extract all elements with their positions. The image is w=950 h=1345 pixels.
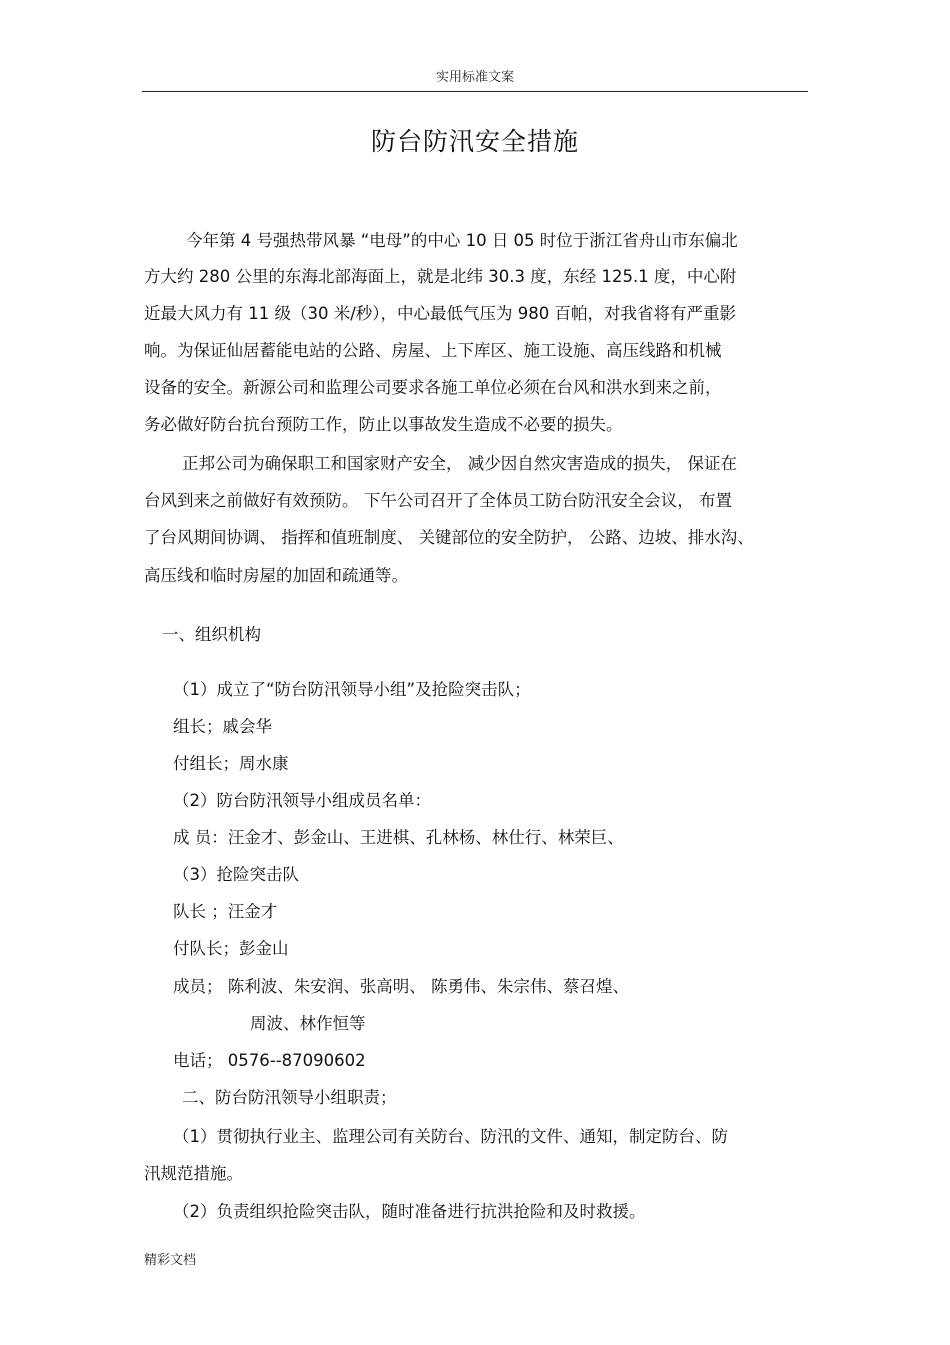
page-footer: 精彩文档 (144, 1253, 197, 1268)
page-header: 实用标准文案 (435, 70, 514, 85)
body-line: 高压线和临时房屋的加固和疏通等。 (144, 566, 408, 585)
section-heading: 二、防台防汛领导小组职责； (182, 1088, 397, 1107)
list-item: （2）负责组织抢险突击队，随时准备进行抗洪抢险和及时救援。 (173, 1202, 646, 1221)
body-line: 方大约 280 公里的东海北部海面上，就是北纬 30.3 度，东经 125.1 度，中心附 (144, 267, 737, 286)
body-line: 响。为保证仙居蓄能电站的公路、房屋、上下库区、施工设施、高压线路和机械 (144, 341, 722, 360)
body-line: 台风到来之前做好有效预防。 下午公司召开了全体员工防台防汛安全会议， 布置 (144, 491, 732, 510)
header-rule (142, 91, 808, 92)
list-item: 付队长；彭金山 (173, 939, 289, 958)
body-line: 正邦公司为确保职工和国家财产安全， 减少因自然灾害造成的损失， 保证在 (182, 454, 737, 473)
body-line: 了台风期间协调、 指挥和值班制度、 关键部位的安全防护， 公路、边坡、排水沟、 (144, 528, 754, 547)
list-item: 成 员：汪金才、彭金山、王进棋、孔林杨、林仕行、林荣巨、 (173, 828, 624, 847)
body-line: 今年第 4 号强热带风暴 “电母”的中心 10 日 05 时位于浙江省舟山市东偏北 (186, 231, 738, 250)
section-heading: 一、组织机构 (162, 625, 261, 644)
list-item: （3）抢险突击队 (173, 865, 299, 884)
list-item: 队长 ；汪金才 (173, 902, 278, 921)
body-line: 近最大风力有 11 级（30 米/秒），中心最低气压为 980 百帕，对我省将有严重影 (144, 304, 737, 323)
list-item: （1）成立了“防台防汛领导小组”及抢险突击队； (173, 680, 531, 699)
list-item: 电话； 0576--87090602 (173, 1051, 366, 1070)
list-item: 成员； 陈利波、朱安润、张高明、 陈勇伟、朱宗伟、蔡召煌、 (173, 977, 629, 996)
body-line: 务必做好防台抗台预防工作，防止以事故发生造成不必要的损失。 (144, 415, 623, 434)
list-item: 组长；戚会华 (173, 717, 272, 736)
list-item: （2）防台防汛领导小组成员名单： (173, 791, 431, 810)
list-item: 周波、林作恒等 (250, 1014, 366, 1033)
body-line: 设备的安全。新源公司和监理公司要求各施工单位必须在台风和洪水到来之前， (144, 378, 722, 397)
document-title: 防台防汛安全措施 (370, 127, 579, 156)
list-item: （1）贯彻执行业主、监理公司有关防台、防汛的文件、通知，制定防台、防 (173, 1127, 728, 1146)
list-item: 付组长；周水康 (173, 754, 289, 773)
list-item: 汛规范措施。 (144, 1164, 243, 1183)
